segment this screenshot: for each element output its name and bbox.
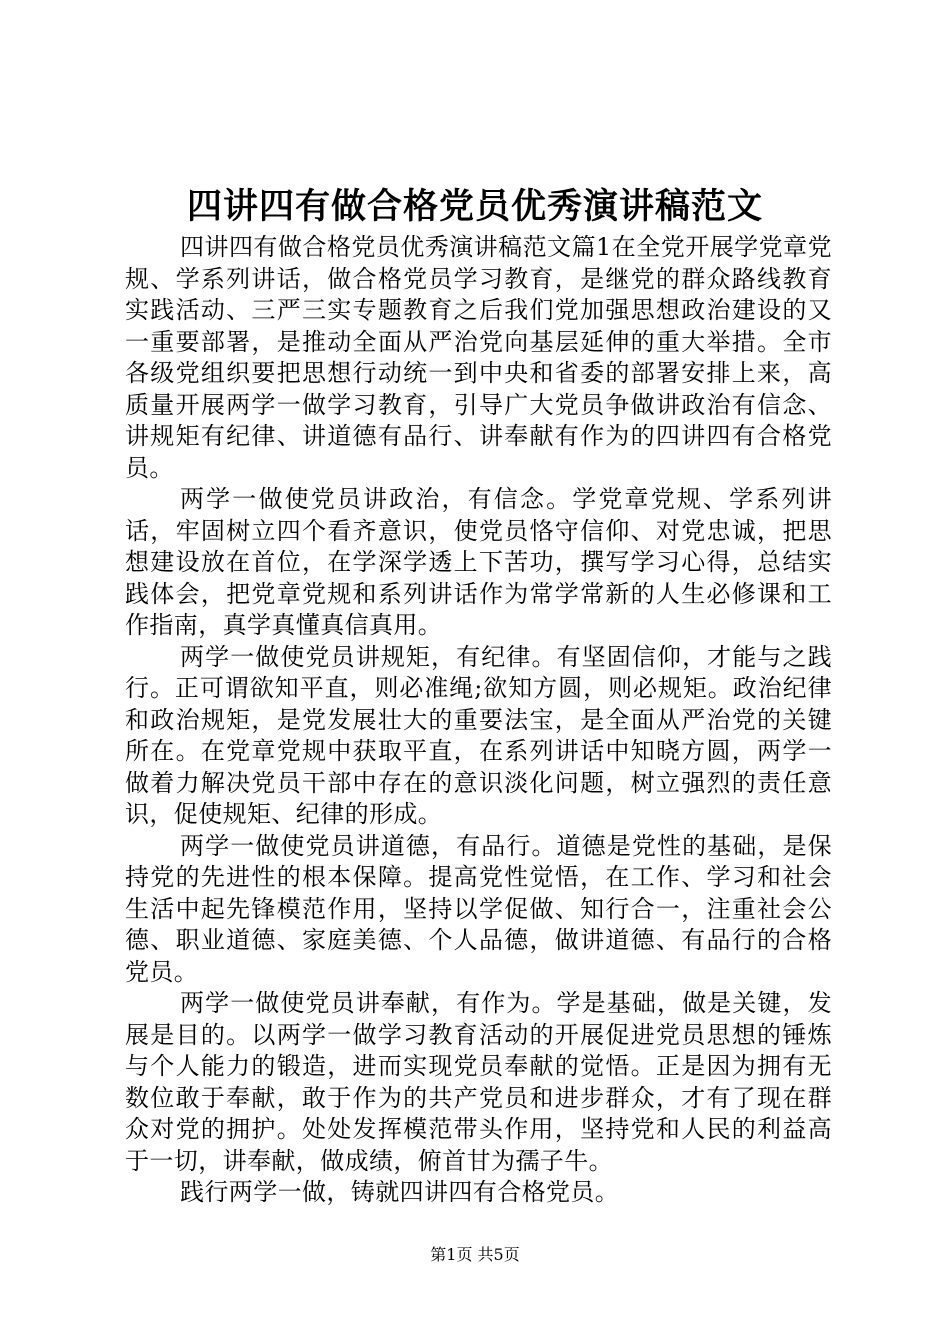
- document-body: [125, 232, 832, 1209]
- page-footer: [0, 1243, 950, 1267]
- paragraph-1: 四讲四有做合格党员优秀演讲稿范文篇1在全党开展学党章党规、学系列讲话，做合格党员学习教育，是继党的群众路线教育实践活动、三严三实专题教育之后我们党加强思想政治建设的又一重要部署，是推动全面从严治党向基层延伸的重大举措。全市各级党组织要把思想行动统一到中央和省委的部署安排上来，高质量开展两学一做学习教育，引导广大党员争做讲政治有信念、讲规矩有纪律、讲道德有品行、讲奉献有作为的四讲四有合格党员。: [125, 233, 832, 482]
- paragraph-5: 两学一做使党员讲奉献，有作为。学是基础，做是关键，发展是目的。以两学一做学习教育活动的开展促进党员思想的锤炼与个人能力的锻造，进而实现党员奉献的觉悟。正是因为拥有无数位敢于奉献，敢于作为的共产党员和进步群众，才有了现在群众对党的拥护。处处发挥模范带头作用，坚持党和人民的利益高于一切，讲奉献，做成绩，俯首甘为孺子牛。: [125, 989, 832, 1175]
- paragraph-6: 践行两学一做，铸就四讲四有合格党员。: [180, 1178, 620, 1206]
- paragraph-2: 两学一做使党员讲政治，有信念。学党章党规、学系列讲话，牢固树立四个看齐意识，使党员恪守信仰、对党忠诚，把思想建设放在首位，在学深学透上下苦功，撰写学习心得，总结实践体会，把党章党规和系列讲话作为常学常新的人生必修课和工作指南，真学真懂真信真用。: [125, 485, 832, 639]
- paragraph-4: 两学一做使党员讲道德，有品行。道德是党性的基础，是保持党的先进性的根本保障。提高党性觉悟，在工作、学习和社会生活中起先锋模范作用，坚持以学促做、知行合一，注重社会公德、职业道德、家庭美德、个人品德，做讲道德、有品行的合格党员。: [125, 831, 832, 986]
- document-title: 四讲四有做合格党员优秀演讲稿范文: [186, 186, 763, 227]
- paragraph-3: 两学一做使党员讲规矩，有纪律。有坚固信仰，才能与之践行。正可谓欲知平直，则必准绳;欲知方圆，则必规矩。政治纪律和政治规矩，是党发展壮大的重要法宝，是全面从严治党的关键所在。在党章党规中获取平直，在系列讲话中知晓方圆，两学一做着力解决党员干部中存在的意识淡化问题，树立强烈的责任意识，促使规矩、纪律的形成。: [125, 642, 832, 828]
- page-number: 第1页 共5页: [430, 1245, 520, 1264]
